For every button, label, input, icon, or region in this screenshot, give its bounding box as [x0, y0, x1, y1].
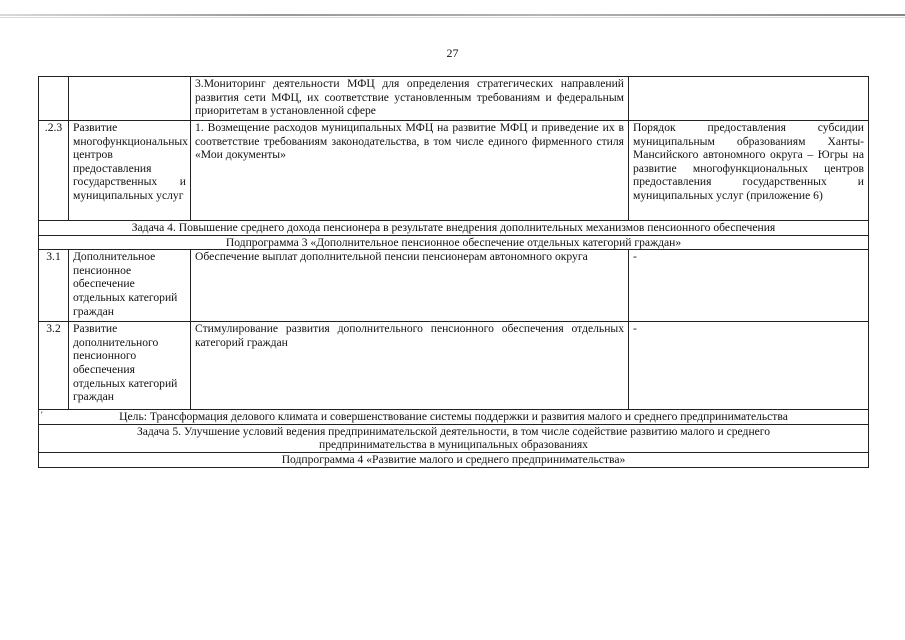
task-4-heading: Задача 4. Повышение среднего дохода пенсионера в результате внедрения дополнительных механизмов пенсионного обеспечения: [39, 221, 869, 236]
cell-name: Дополнительное пенсионное обеспечение отдельных категорий граждан: [69, 250, 191, 322]
cell-measure: Обеспечение выплат дополнительной пенсии пенсионерам автономного округа: [191, 250, 629, 322]
table-row-subprogram-4: [39, 452, 869, 467]
table-row-goal: [39, 410, 869, 425]
cell-num: [39, 77, 69, 121]
cell-doc: -: [629, 250, 869, 322]
program-measures-table: [38, 76, 869, 468]
table-row-2-3: [39, 121, 869, 221]
goal-text: Цель: Трансформация делового климата и совершенствование системы поддержки и развития малого и среднего предпринимательства: [119, 410, 788, 424]
cell-num: 3.1: [39, 250, 69, 322]
cell-measure: 1. Возмещение расходов муниципальных МФЦ на развитие МФЦ и приведение их в соответствие требованиям законодательства, в том числе единого фирменного стиля «Мои документы»: [191, 121, 629, 221]
task-5-heading: Задача 5. Улучшение условий ведения предпринимательской деятельности, в том числе содействие развитию малого и среднего предпринимательства в муниципальных образованиях: [39, 424, 869, 452]
page-number: 27: [446, 46, 459, 60]
cell-measure: Стимулирование развития дополнительного пенсионного обеспечения отдельных категорий граждан: [191, 322, 629, 410]
table-row-3-2: [39, 322, 869, 410]
cell-doc: -: [629, 322, 869, 410]
cell-measure: 3.Мониторинг деятельности МФЦ для определения стратегических направлений развития сети МФЦ, их соответствие установленным требованиям и федеральным приоритетам в установленной сфере: [191, 77, 629, 121]
table-row-task-4: [39, 221, 869, 236]
stray-mark: ': [41, 410, 43, 421]
scan-edge-line: [0, 14, 905, 16]
table-row-task-5: [39, 424, 869, 452]
cell-name: [69, 77, 191, 121]
table-row-subprogram-3: [39, 235, 869, 250]
subprogram-3-heading: Подпрограмма 3 «Дополнительное пенсионное обеспечение отдельных категорий граждан»: [39, 235, 869, 250]
table-row-3-1: [39, 250, 869, 322]
cell-num: 3.2: [39, 322, 69, 410]
table-row-continuation: [39, 77, 869, 121]
cell-num: .2.3: [39, 121, 69, 221]
cell-name: Развитие дополнительного пенсионного обеспечения отдельных категорий граждан: [69, 322, 191, 410]
goal-heading: [39, 410, 869, 425]
cell-doc: [629, 77, 869, 121]
cell-name: Развитие многофункциональных центров предоставления государственных и муниципальных услуг: [69, 121, 191, 221]
scan-edge-line-secondary: [0, 17, 905, 18]
subprogram-4-heading: Подпрограмма 4 «Развитие малого и среднего предпринимательства»: [39, 452, 869, 467]
cell-doc: Порядок предоставления субсидии муниципальным образованиям Ханты-Мансийского автономного округа – Югры на развитие многофункциональных центров предоставления государственных и муниципальных услуг (приложение 6): [629, 121, 869, 221]
